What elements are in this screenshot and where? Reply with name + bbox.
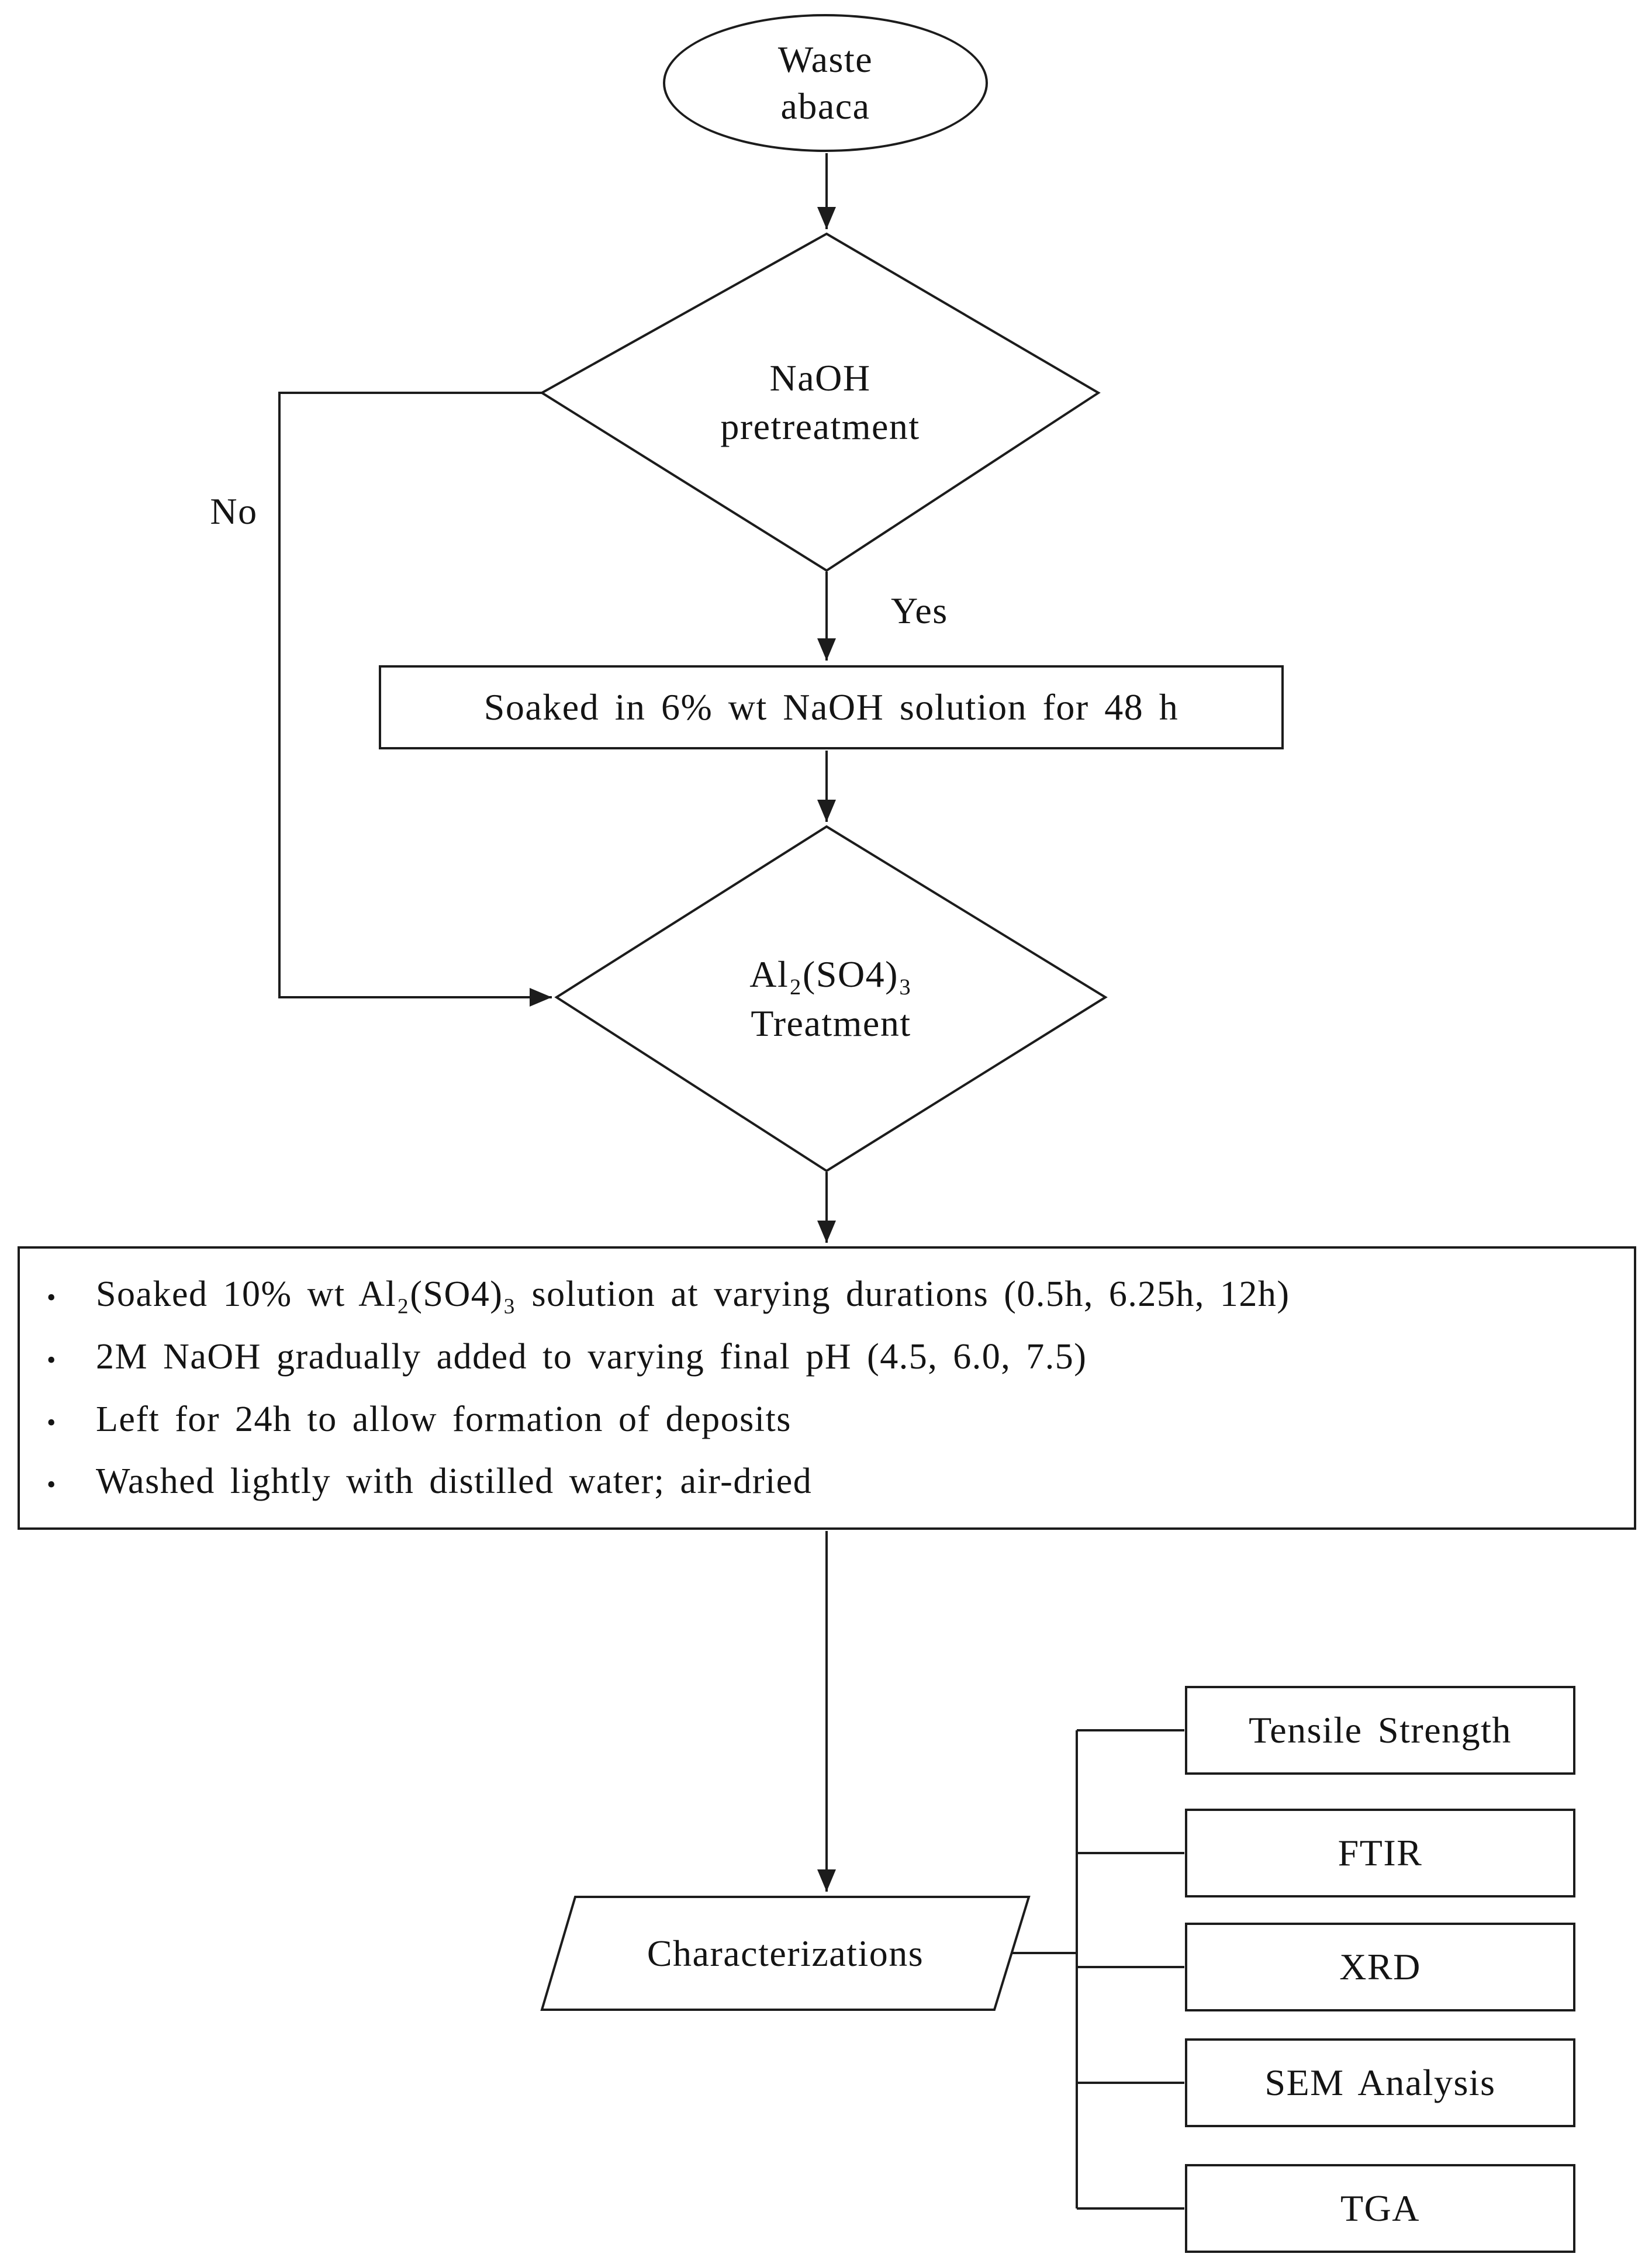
bullet-icon: • [47, 1408, 57, 1437]
treatment-step-text: Left for 24h to allow formation of deposits [96, 1399, 792, 1439]
output-box-ftir [1185, 1809, 1575, 1897]
output-label: XRD [1339, 1946, 1421, 1988]
output-label: SEM Analysis [1264, 2062, 1496, 2103]
output-box-tga [1185, 2164, 1575, 2253]
decision-alum-line1: Al₂(SO4)₃ [749, 953, 913, 996]
characterizations-label: Characterizations [647, 1932, 924, 1974]
output-label: FTIR [1338, 1832, 1423, 1874]
output-box-sem-analysis [1185, 2038, 1575, 2127]
start-node [663, 14, 988, 152]
decision-alum-label [557, 827, 1105, 1171]
treatment-step-text: Washed lightly with distilled water; air-dried [96, 1461, 813, 1502]
bullet-icon: • [47, 1470, 57, 1499]
process-soak-text: Soaked in 6% wt NaOH solution for 48 h [483, 686, 1179, 728]
treatment-step-text: Soaked 10% wt Al₂(SO4)₃ solution at varying durations (0.5h, 6.25h, 12h) [96, 1274, 1290, 1315]
treatment-step [47, 1388, 1634, 1451]
start-text-line1: Waste [777, 39, 873, 80]
treatment-step [47, 1450, 1634, 1513]
output-label: TGA [1340, 2187, 1421, 2229]
output-label: Tensile Strength [1249, 1709, 1512, 1751]
bullet-icon: • [47, 1345, 57, 1374]
decision-alum-line2: Treatment [751, 1002, 911, 1044]
output-box-tensile-strength [1185, 1686, 1575, 1775]
output-box-xrd [1185, 1923, 1575, 2011]
label-yes: Yes [891, 590, 948, 631]
decision-naoh-label [542, 234, 1098, 571]
treatment-step [47, 1326, 1634, 1388]
decision-naoh-line1: NaOH [769, 357, 871, 399]
start-text-line2: abaca [780, 85, 870, 127]
treatment-steps-box [18, 1246, 1636, 1530]
treatment-step-text: 2M NaOH gradually added to varying final pH (4.5, 6.0, 7.5) [96, 1336, 1087, 1377]
process-soak-box [379, 665, 1284, 749]
treatment-step [47, 1263, 1634, 1326]
decision-naoh-line2: pretreatment [720, 406, 920, 447]
bullet-icon: • [47, 1283, 57, 1312]
label-no: No [210, 490, 258, 532]
